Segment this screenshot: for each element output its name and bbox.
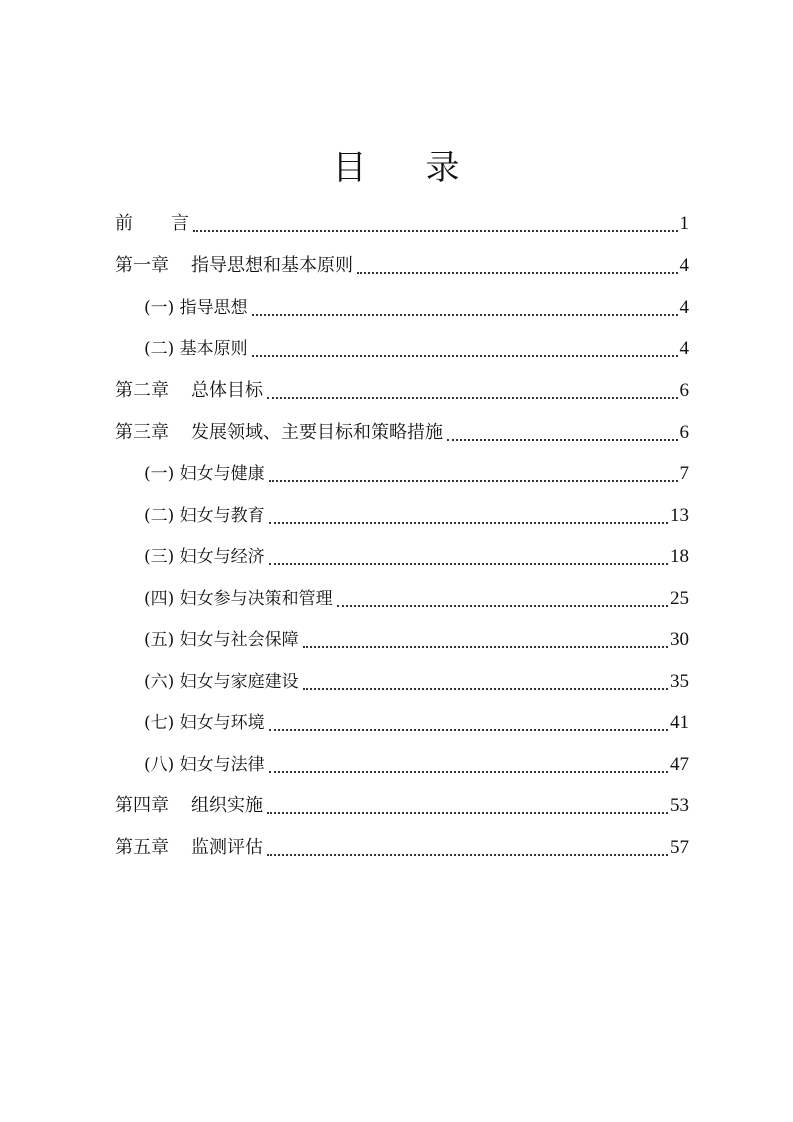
toc-entry-label: 指导思想和基本原则 bbox=[191, 255, 353, 276]
toc-page-number: 35 bbox=[670, 671, 689, 692]
toc-entry-label: (二) 妇女与教育 bbox=[144, 506, 265, 526]
dot-leader bbox=[447, 439, 678, 441]
toc-entry-chapter-4[interactable] bbox=[115, 791, 689, 821]
toc-entry-section-3-5[interactable] bbox=[144, 625, 689, 655]
toc-page-number: 53 bbox=[670, 795, 689, 816]
toc-entry-section-3-4[interactable] bbox=[144, 584, 689, 614]
toc-entry-label: 总体目标 bbox=[191, 380, 263, 401]
toc-entry-label: 监测评估 bbox=[191, 837, 263, 858]
toc-page-number: 41 bbox=[670, 712, 689, 733]
toc-entry-chapter-1[interactable] bbox=[115, 251, 689, 281]
toc-page-number: 4 bbox=[679, 338, 689, 359]
chapter-number: 第三章 bbox=[115, 422, 169, 443]
toc-page-number: 47 bbox=[670, 754, 689, 775]
chapter-number: 第一章 bbox=[115, 255, 169, 276]
dot-leader bbox=[193, 230, 678, 232]
toc-page-number: 1 bbox=[679, 213, 689, 234]
dot-leader bbox=[252, 314, 678, 316]
chapter-number: 第五章 bbox=[115, 837, 169, 858]
dot-leader bbox=[252, 355, 678, 357]
title-char-1: 目 bbox=[332, 148, 368, 188]
toc-entry-label: (四) 妇女参与决策和管理 bbox=[144, 589, 333, 609]
toc-entry-label: (六) 妇女与家庭建设 bbox=[144, 672, 299, 692]
dot-leader bbox=[337, 605, 668, 607]
dot-leader bbox=[267, 854, 668, 856]
toc-page-number: 25 bbox=[670, 588, 689, 609]
dot-leader bbox=[357, 272, 678, 274]
toc-entry-label: 发展领域、主要目标和策略措施 bbox=[191, 422, 443, 443]
chapter-number: 第四章 bbox=[115, 795, 169, 816]
chapter-number: 第二章 bbox=[115, 380, 169, 401]
toc-entry-chapter-5[interactable] bbox=[115, 833, 689, 863]
toc-entry-label: (三) 妇女与经济 bbox=[144, 547, 265, 567]
toc-page-number: 4 bbox=[679, 297, 689, 318]
toc-entry-label: (五) 妇女与社会保障 bbox=[144, 630, 299, 650]
dot-leader bbox=[269, 729, 668, 731]
toc-page-number: 57 bbox=[670, 837, 689, 858]
toc-page-number: 18 bbox=[670, 546, 689, 567]
toc-entry-label: (一) 指导思想 bbox=[144, 298, 248, 318]
toc-entry-preface[interactable] bbox=[115, 209, 689, 239]
dot-leader bbox=[269, 522, 668, 524]
title-char-2: 录 bbox=[425, 148, 461, 188]
toc-entry-section-3-1[interactable] bbox=[144, 459, 689, 489]
dot-leader bbox=[269, 563, 668, 565]
dot-leader bbox=[267, 397, 678, 399]
toc-entry-label: (七) 妇女与环境 bbox=[144, 713, 265, 733]
toc-entry-section-3-6[interactable] bbox=[144, 667, 689, 697]
dot-leader bbox=[269, 771, 668, 773]
dot-leader bbox=[267, 812, 668, 814]
dot-leader bbox=[303, 688, 668, 690]
toc-page-number: 7 bbox=[679, 463, 689, 484]
toc-page-number: 30 bbox=[670, 629, 689, 650]
toc-entry-label: 前 言 bbox=[115, 213, 189, 234]
toc-entry-label: 组织实施 bbox=[191, 795, 263, 816]
toc-page-number: 4 bbox=[679, 255, 689, 276]
toc-entry-section-1-2[interactable] bbox=[144, 334, 689, 364]
toc-entry-chapter-2[interactable] bbox=[115, 376, 689, 406]
dot-leader bbox=[269, 480, 678, 482]
toc-entry-label: (八) 妇女与法律 bbox=[144, 755, 265, 775]
toc-page-number: 6 bbox=[679, 422, 689, 443]
toc-page-number: 13 bbox=[670, 505, 689, 526]
toc-entry-section-3-7[interactable] bbox=[144, 708, 689, 738]
toc-entry-section-1-1[interactable] bbox=[144, 293, 689, 323]
toc-entry-section-3-3[interactable] bbox=[144, 542, 689, 572]
dot-leader bbox=[303, 646, 668, 648]
toc-page-number: 6 bbox=[679, 380, 689, 401]
toc-entry-chapter-3[interactable] bbox=[115, 418, 689, 448]
toc-entry-section-3-8[interactable] bbox=[144, 750, 689, 780]
toc-entry-section-3-2[interactable] bbox=[144, 501, 689, 531]
toc-entry-label: (二) 基本原则 bbox=[144, 339, 248, 359]
toc-entry-label: (一) 妇女与健康 bbox=[144, 464, 265, 484]
